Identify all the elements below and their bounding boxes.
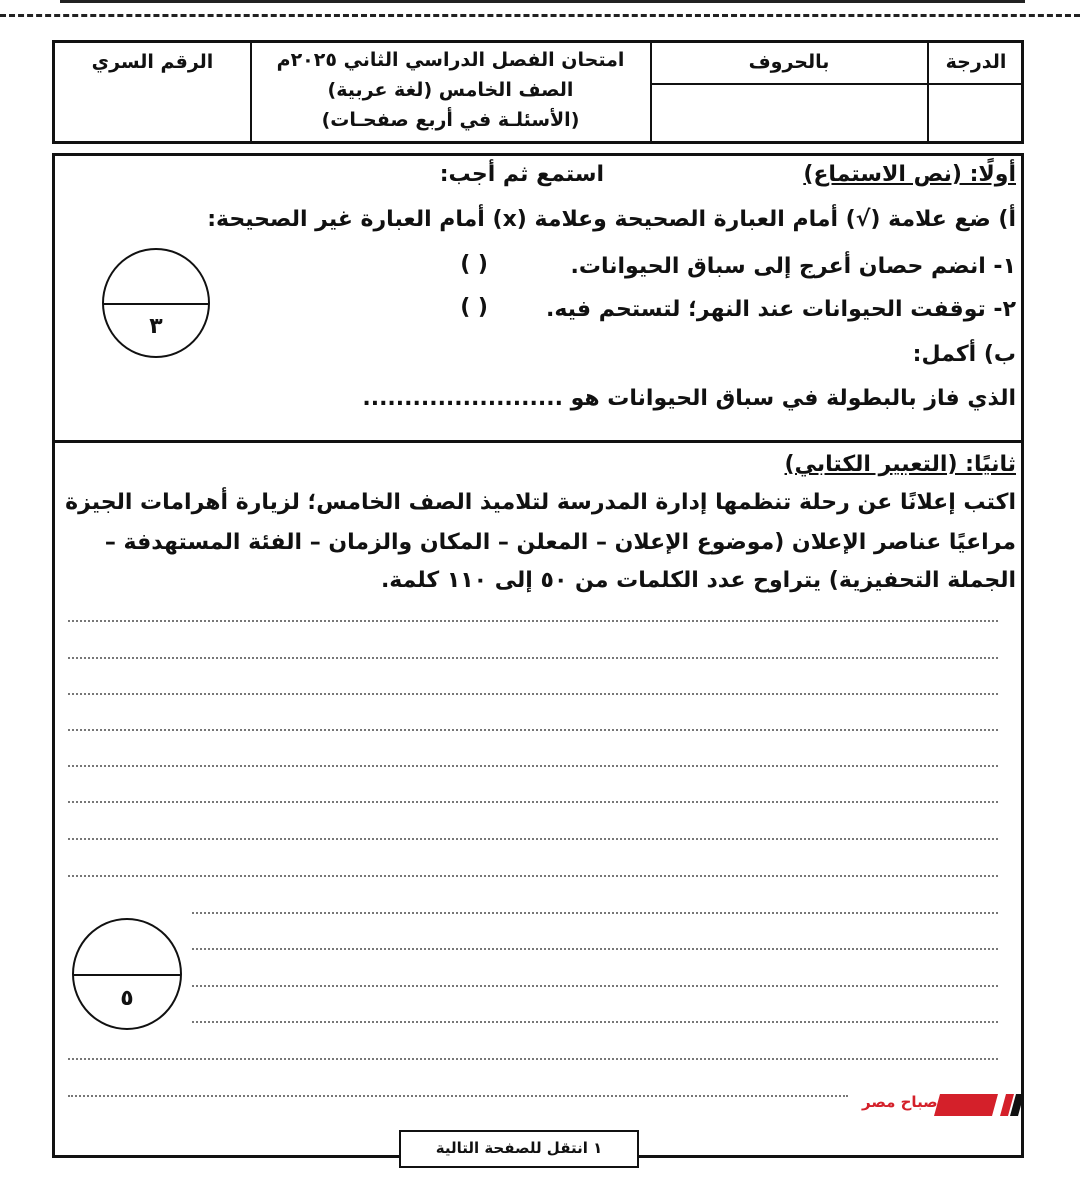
section2-title: ثانيًا: (التعبير الكتابي) (784, 452, 1016, 477)
answer-box-2[interactable]: ( ) (460, 295, 488, 320)
statement-2: ٢- توقفت الحيوانات عند النهر؛ لتستحم فيه. (545, 297, 1016, 322)
header-table (52, 40, 1024, 144)
top-border (60, 0, 1025, 3)
complete-sentence[interactable]: الذي فاز بالبطولة في سباق الحيوانات هو ........................ (362, 386, 1016, 411)
answer-line[interactable] (68, 1058, 998, 1060)
divider (74, 974, 180, 976)
answer-line[interactable] (192, 948, 998, 950)
exam-title: امتحان الفصل الدراسي الثاني ٢٠٢٥م (276, 49, 625, 71)
answer-line[interactable] (68, 838, 998, 840)
answer-line[interactable] (192, 1021, 998, 1023)
score-circle-1 (102, 248, 210, 358)
next-page-note: ١ انتقل للصفحة التالية (435, 1139, 603, 1157)
answer-line[interactable] (192, 912, 998, 914)
prompt-line-3: الجملة التحفيزية) يتراوح عدد الكلمات من ٥٠ إلى ١١٠ كلمة. (380, 568, 1016, 593)
answer-box-1[interactable]: ( ) (460, 252, 488, 277)
divider (250, 43, 252, 141)
grade-label: الدرجة (945, 51, 1007, 73)
divider (650, 83, 1024, 85)
answer-line[interactable] (192, 985, 998, 987)
secret-number-label: الرقم السري (91, 51, 214, 73)
answer-line[interactable] (68, 801, 998, 803)
answer-line[interactable] (68, 620, 998, 622)
score-circle-2 (72, 918, 182, 1030)
cut-line (0, 14, 1080, 17)
answer-line[interactable] (68, 693, 998, 695)
answer-line[interactable] (68, 657, 998, 659)
pages-note: (الأسئلـة في أربع صفحـات) (321, 109, 580, 131)
divider (650, 43, 652, 141)
answer-line[interactable] (68, 1095, 848, 1097)
watermark-text: صباح مصر (862, 1093, 938, 1111)
grade-class: الصف الخامس (لغة عربية) (327, 79, 574, 101)
part-b-label: ب) أكمل: (912, 342, 1016, 367)
letters-label: بالحروف (748, 51, 830, 73)
prompt-line-2: مراعيًا عناصر الإعلان (موضوع الإعلان – المعلن – المكان والزمان – الفئة المستهدفة – (104, 530, 1016, 555)
part-a-instruction: أ) ضع علامة (√) أمام العبارة الصحيحة وعلامة (x) أمام العبارة غير الصحيحة: (207, 207, 1016, 232)
score-value: ٥ (120, 986, 134, 1011)
next-page-box (399, 1130, 639, 1168)
section1-title: أولًا: (نص الاستماع) (803, 162, 1016, 187)
prompt-line-1: اكتب إعلانًا عن رحلة تنظمها إدارة المدرسة لتلاميذ الصف الخامس؛ لزيارة أهرامات الجيزة (65, 490, 1016, 515)
answer-line[interactable] (68, 875, 998, 877)
divider (104, 303, 208, 305)
section1-instruction: استمع ثم أجب: (439, 162, 604, 187)
answer-line[interactable] (68, 765, 998, 767)
statement-1: ١- انضم حصان أعرج إلى سباق الحيوانات. (570, 254, 1016, 279)
divider (927, 43, 929, 141)
watermark-logo (858, 1090, 1028, 1120)
score-value: ٣ (149, 314, 163, 339)
answer-line[interactable] (68, 729, 998, 731)
